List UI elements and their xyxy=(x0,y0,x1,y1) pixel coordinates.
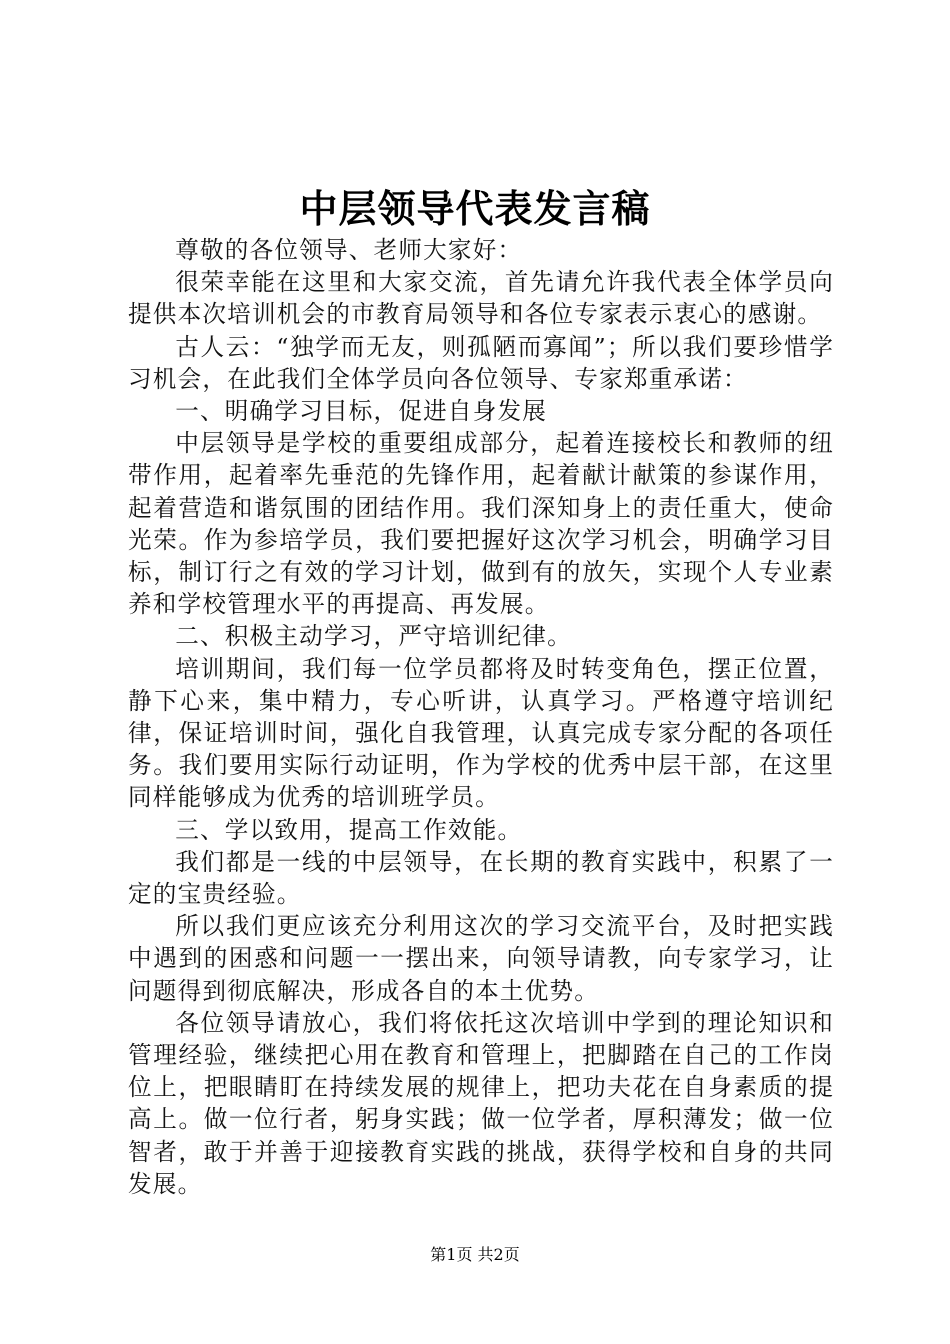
body-paragraph: 中层领导是学校的重要组成部分，起着连接校长和教师的纽带作用，起着率先垂范的先锋作用，起着献计献策的参谋作用，起着营造和谐氛围的团结作用。我们深知身上的责任重大，使命光荣。作为参培学员，我们要把握好这次学习机会，明确学习目标，制订行之有效的学习计划，做到有的放矢，实现个人专业素养和学校管理水平的再提高、再发展。 xyxy=(128,429,834,619)
section-heading-2: 二、积极主动学习，严守培训纪律。 xyxy=(175,622,572,651)
body-paragraph: 所以我们更应该充分利用这次的学习交流平台，及时把实践中遇到的困惑和问题一一摆出来，向领导请教，向专家学习，让问题得到彻底解决，形成各自的本土优势。 xyxy=(128,912,834,1005)
body-paragraph: 我们都是一线的中层领导，在长期的教育实践中，积累了一定的宝贵经验。 xyxy=(128,847,834,909)
body-paragraph: 古人云：“独学而无友，则孤陋而寡闻”；所以我们要珍惜学习机会，在此我们全体学员向各位领导、专家郑重承诺： xyxy=(128,332,834,393)
greeting-paragraph: 尊敬的各位领导、老师大家好： xyxy=(175,236,523,264)
document-body xyxy=(128,234,834,1200)
body-paragraph: 很荣幸能在这里和大家交流，首先请允许我代表全体学员向提供本次培训机会的市教育局领导和各位专家表示衷心的感谢。 xyxy=(128,268,834,329)
body-paragraph: 培训期间，我们每一位学员都将及时转变角色，摆正位置，静下心来，集中精力，专心听讲，认真学习。严格遵守培训纪律，保证培训时间，强化自我管理，认真完成专家分配的各项任务。我们要用实际行动证明，作为学校的优秀中层干部，在这里同样能够成为优秀的培训班学员。 xyxy=(128,654,834,812)
page-number-footer: 第1页 共2页 xyxy=(430,1245,520,1264)
section-heading-3: 三、学以致用，提高工作效能。 xyxy=(175,815,523,844)
document-title: 中层领导代表发言稿 xyxy=(299,186,651,231)
closing-paragraph: 各位领导请放心，我们将依托这次培训中学到的理论知识和管理经验，继续把心用在教育和管理上，把脚踏在自己的工作岗位上，把眼睛盯在持续发展的规律上，把功夫花在自身素质的提高上。做一位行者，躬身实践；做一位学者，厚积薄发；做一位智者，敢于并善于迎接教育实践的挑战，获得学校和自身的共同发展。 xyxy=(128,1008,834,1198)
section-heading-1: 一、明确学习目标，促进自身发展 xyxy=(175,397,548,426)
